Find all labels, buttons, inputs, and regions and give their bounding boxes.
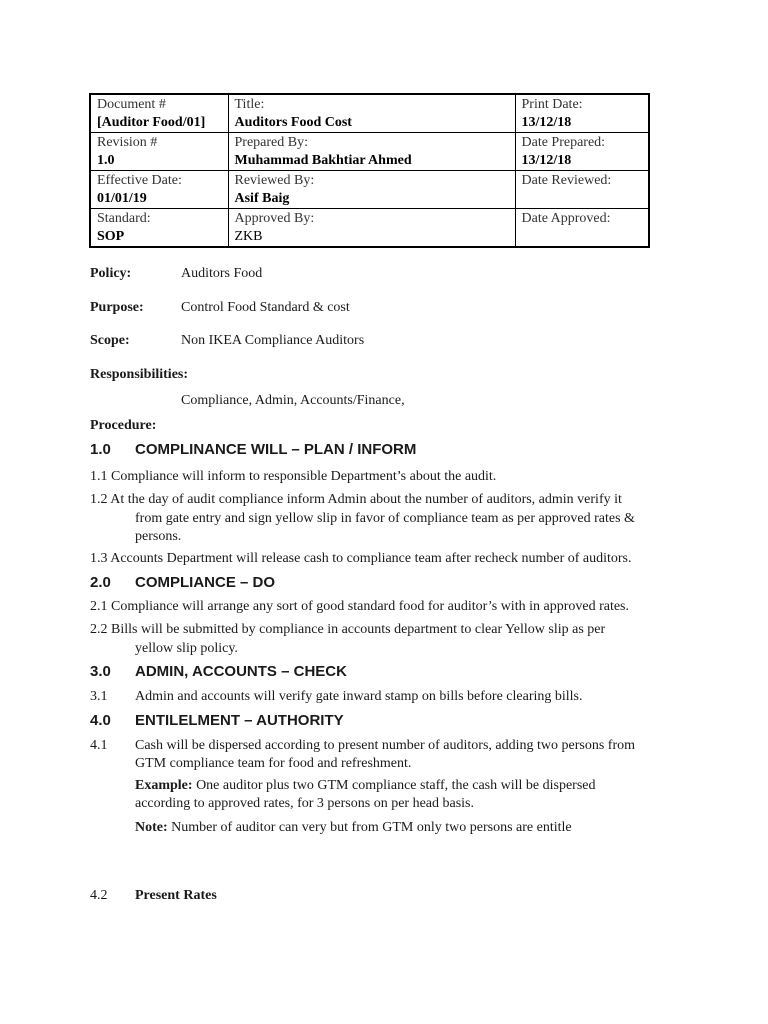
item-2-1: 2.1 Compliance will arrange any sort of good standard food for auditor’s with in approved rates. <box>90 599 629 614</box>
cell-label: Approved By: <box>234 211 315 226</box>
scope-value: Non IKEA Compliance Auditors <box>181 333 365 348</box>
cell-label: Document # <box>97 97 166 112</box>
example-line2: according to approved rates, for 3 persons on per head basis. <box>135 796 475 811</box>
cell-label: Title: <box>234 97 265 112</box>
cell-value: 13/12/18 <box>521 115 572 130</box>
item-1-2-line2: from gate entry and sign yellow slip in favor of compliance team as per approved rates & <box>135 511 635 526</box>
date-reviewed-cell <box>515 171 649 209</box>
note-label: Note: <box>135 820 168 835</box>
section-3-title: ADMIN, ACCOUNTS – CHECK <box>135 663 347 680</box>
section-3-number: 3.0 <box>90 663 111 680</box>
note-text: Number of auditor can very but from GTM only two persons are entitle <box>171 820 572 835</box>
cell-value: Muhammad Bakhtiar Ahmed <box>234 153 412 168</box>
cell-label: Date Approved: <box>521 211 611 226</box>
section-2-number: 2.0 <box>90 574 111 591</box>
cell-label: Print Date: <box>521 97 583 112</box>
reviewed-by-cell <box>228 171 515 209</box>
cell-value: 01/01/19 <box>97 191 147 206</box>
example-label: Example: <box>135 778 193 793</box>
revision-cell <box>90 133 228 171</box>
item-1-3: 1.3 Accounts Department will release cash to compliance team after recheck number of auditors. <box>90 551 632 566</box>
cell-label: Revision # <box>97 135 158 150</box>
purpose-label: Purpose: <box>90 300 144 315</box>
cell-value: Asif Baig <box>234 191 290 206</box>
section-1-title: COMPLINANCE WILL – PLAN / INFORM <box>135 441 417 458</box>
section-2-title: COMPLIANCE – DO <box>135 574 276 591</box>
effective-date-cell <box>90 171 228 209</box>
item-1-1: 1.1 Compliance will inform to responsible Department’s about the audit. <box>90 469 497 484</box>
cell-value: SOP <box>97 229 125 244</box>
cell-value: 13/12/18 <box>521 153 572 168</box>
procedure-label: Procedure: <box>90 418 157 433</box>
item-4-1-number: 4.1 <box>90 738 108 753</box>
example-text: One auditor plus two GTM compliance staff, the cash will be dispersed <box>196 778 596 793</box>
policy-label: Policy: <box>90 266 132 281</box>
doc-number-cell <box>90 94 228 133</box>
approved-by-cell <box>228 209 515 248</box>
item-1-2-line3: persons. <box>135 529 182 544</box>
item-3-1: Admin and accounts will verify gate inward stamp on bills before clearing bills. <box>135 689 583 704</box>
date-approved-cell <box>515 209 649 248</box>
document-header-table <box>89 93 650 248</box>
cell-label: Prepared By: <box>234 135 308 150</box>
title-cell <box>228 94 515 133</box>
item-4-1-line1: Cash will be dispersed according to present number of auditors, adding two persons from <box>135 738 636 753</box>
cell-label: Date Reviewed: <box>521 173 612 188</box>
item-2-2-line2: yellow slip policy. <box>135 641 238 656</box>
section-4-title: ENTILELMENT – AUTHORITY <box>135 712 344 729</box>
cell-label: Reviewed By: <box>234 173 315 188</box>
section-4-number: 4.0 <box>90 712 111 729</box>
standard-cell <box>90 209 228 248</box>
note-line <box>135 819 572 836</box>
scope-label: Scope: <box>90 333 130 348</box>
cell-label: Effective Date: <box>97 173 182 188</box>
date-prepared-cell <box>515 133 649 171</box>
responsibilities-value: Compliance, Admin, Accounts/Finance, <box>181 393 405 408</box>
cell-value: ZKB <box>234 229 263 244</box>
example-line1 <box>135 777 596 794</box>
item-3-1-number: 3.1 <box>90 689 108 704</box>
cell-value: Auditors Food Cost <box>234 115 352 130</box>
prepared-by-cell <box>228 133 515 171</box>
cell-value: [Auditor Food/01] <box>97 115 206 130</box>
item-4-1-line2: GTM compliance team for food and refreshment. <box>135 756 412 771</box>
purpose-value: Control Food Standard & cost <box>181 300 350 315</box>
policy-value: Auditors Food <box>181 266 263 281</box>
section-1-number: 1.0 <box>90 441 111 458</box>
responsibilities-label: Responsibilities: <box>90 367 189 382</box>
item-4-2-title: Present Rates <box>135 888 217 903</box>
print-date-cell <box>515 94 649 133</box>
item-2-2-line1: 2.2 Bills will be submitted by compliance in accounts department to clear Yellow slip as per <box>90 622 606 637</box>
item-1-2-line1: 1.2 At the day of audit compliance inform Admin about the number of auditors, admin verify it <box>90 492 622 507</box>
item-4-2-number: 4.2 <box>90 888 108 903</box>
cell-label: Standard: <box>97 211 151 226</box>
cell-label: Date Prepared: <box>521 135 606 150</box>
cell-value: 1.0 <box>97 153 115 168</box>
